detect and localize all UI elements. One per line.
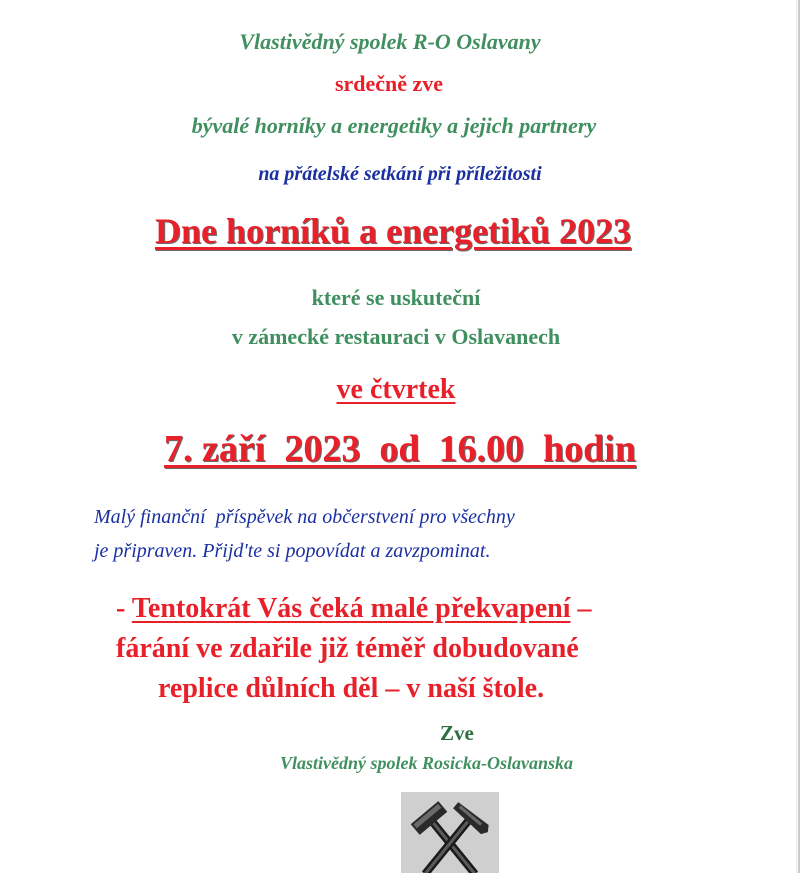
event-weekday [0, 374, 796, 406]
surprise-line-2: fárání ve zdařile již téměř dobudované [116, 633, 579, 664]
mining-emblem [401, 792, 499, 873]
event-date-time [0, 426, 800, 472]
refreshment-note [94, 500, 774, 568]
surprise-highlight: Tentokrát Vás čeká malé překvapení [131, 593, 571, 624]
invitation-phrase: srdečně zve [334, 71, 444, 96]
surprise-dash: - [116, 593, 132, 624]
organizer-header: Vlastivědný spolek R-O Oslavany [239, 29, 541, 54]
event-title-text: Dne horníků a energetiků 2023 [154, 211, 632, 251]
surprise-line-3: replice důlních děl – v naší štole. [158, 673, 545, 704]
event-weekday-text: ve čtvrtek [336, 374, 456, 405]
audience-line: bývalé horníky a energetiky a jejich partnery [191, 113, 597, 138]
event-date-time-text: 7. září 2023 od 16.00 hodin [164, 428, 636, 470]
refreshment-note-line-2: je připraven. Přijd'te si popovídat a zavzpominat. [94, 540, 491, 562]
closing-invite: Zve [440, 721, 474, 745]
refreshment-note-line-1: Malý finanční příspěvek na občerstvení pro všechny [94, 506, 515, 528]
occasion-line: na přátelské setkání při příležitosti [258, 163, 542, 185]
crossed-hammers-icon [401, 792, 499, 873]
closing-organizer: Vlastivědný spolek Rosicka-Oslavanska [280, 753, 573, 773]
surprise-tail: – [570, 593, 592, 624]
surprise-line-1 [116, 589, 592, 629]
venue-intro: které se uskuteční [311, 285, 481, 310]
venue-location: v zámecké restauraci v Oslavanech [231, 324, 561, 349]
event-title [0, 209, 793, 253]
